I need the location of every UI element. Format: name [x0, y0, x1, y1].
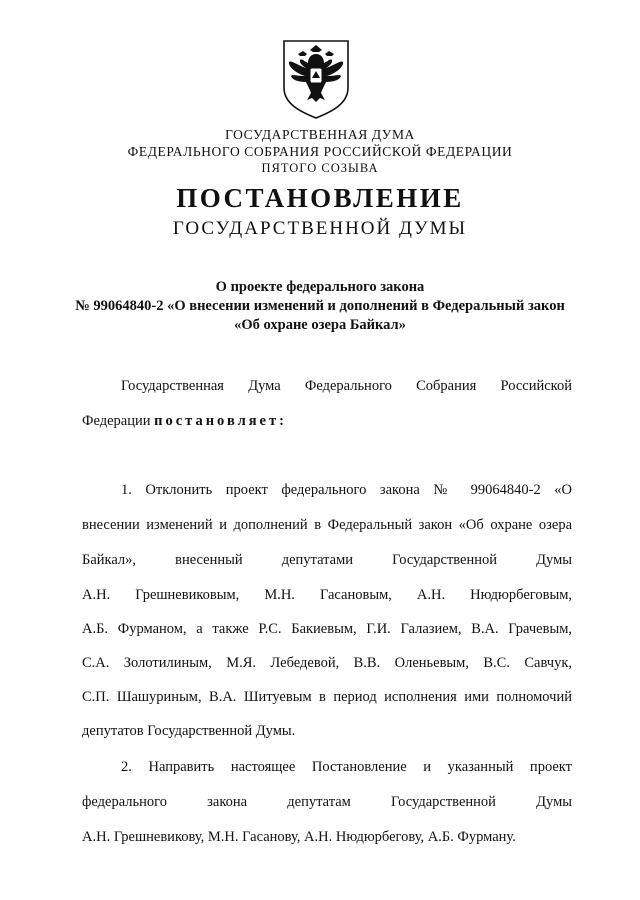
preamble-prefix: Федерации: [82, 413, 155, 429]
subject-line-3: «Об охране озера Байкал»: [234, 317, 406, 333]
convocation-line: ПЯТОГО СОЗЫВА: [261, 161, 379, 175]
item1-line-4: А.Н. Грешневиковым, М.Н. Гасановым, А.Н. Нюдюрбеговым,: [82, 587, 572, 603]
item2-line-1: 2. Направить настоящее Постановление и указанный проект: [121, 759, 572, 775]
coat-of-arms-emblem: [281, 38, 351, 120]
resolution-verb: постановляет:: [154, 413, 287, 429]
item1-line-8: депутатов Государственной Думы.: [82, 723, 296, 739]
preamble-line-1: Государственная Дума Федерального Собрания Российской: [121, 378, 572, 394]
org-name-line-1: ГОСУДАРСТВЕННАЯ ДУМА: [225, 127, 415, 142]
org-name-line-2: ФЕДЕРАЛЬНОГО СОБРАНИЯ РОССИЙСКОЙ ФЕДЕРАЦИИ: [127, 144, 513, 159]
subject-line-2: № 99064840-2 «О внесении изменений и дополнений в Федеральный закон: [75, 298, 565, 314]
document-type-title: ПОСТАНОВЛЕНИЕ: [176, 183, 464, 213]
document-issuer-subtitle: ГОСУДАРСТВЕННОЙ ДУМЫ: [172, 218, 468, 239]
item2-line-2: федерального закона депутатам Государственной Думы: [82, 794, 572, 810]
item1-line-2: внесении изменений и дополнений в Федеральный закон «Об охране озера: [82, 517, 572, 533]
preamble-line-2: [82, 413, 572, 430]
item1-line-3: Байкал», внесенный депутатами Государственной Думы: [82, 552, 572, 568]
item2-line-3: А.Н. Грешневикову, М.Н. Гасанову, А.Н. Нюдюрбегову, А.Б. Фурману.: [82, 829, 516, 845]
item1-line-6: С.А. Золотилиным, М.Я. Лебедевой, В.В. Оленьевым, В.С. Савчук,: [82, 655, 572, 671]
subject-line-1: О проекте федерального закона: [215, 279, 425, 295]
item1-line-5: А.Б. Фурманом, а также Р.С. Бакиевым, Г.И. Галазием, В.А. Грачевым,: [82, 621, 572, 637]
item1-line-7: С.П. Шашуриным, В.А. Шитуевым в период исполнения ими полномочий: [82, 689, 572, 705]
item1-line-1: 1. Отклонить проект федерального закона № 99064840-2 «О: [121, 482, 572, 498]
